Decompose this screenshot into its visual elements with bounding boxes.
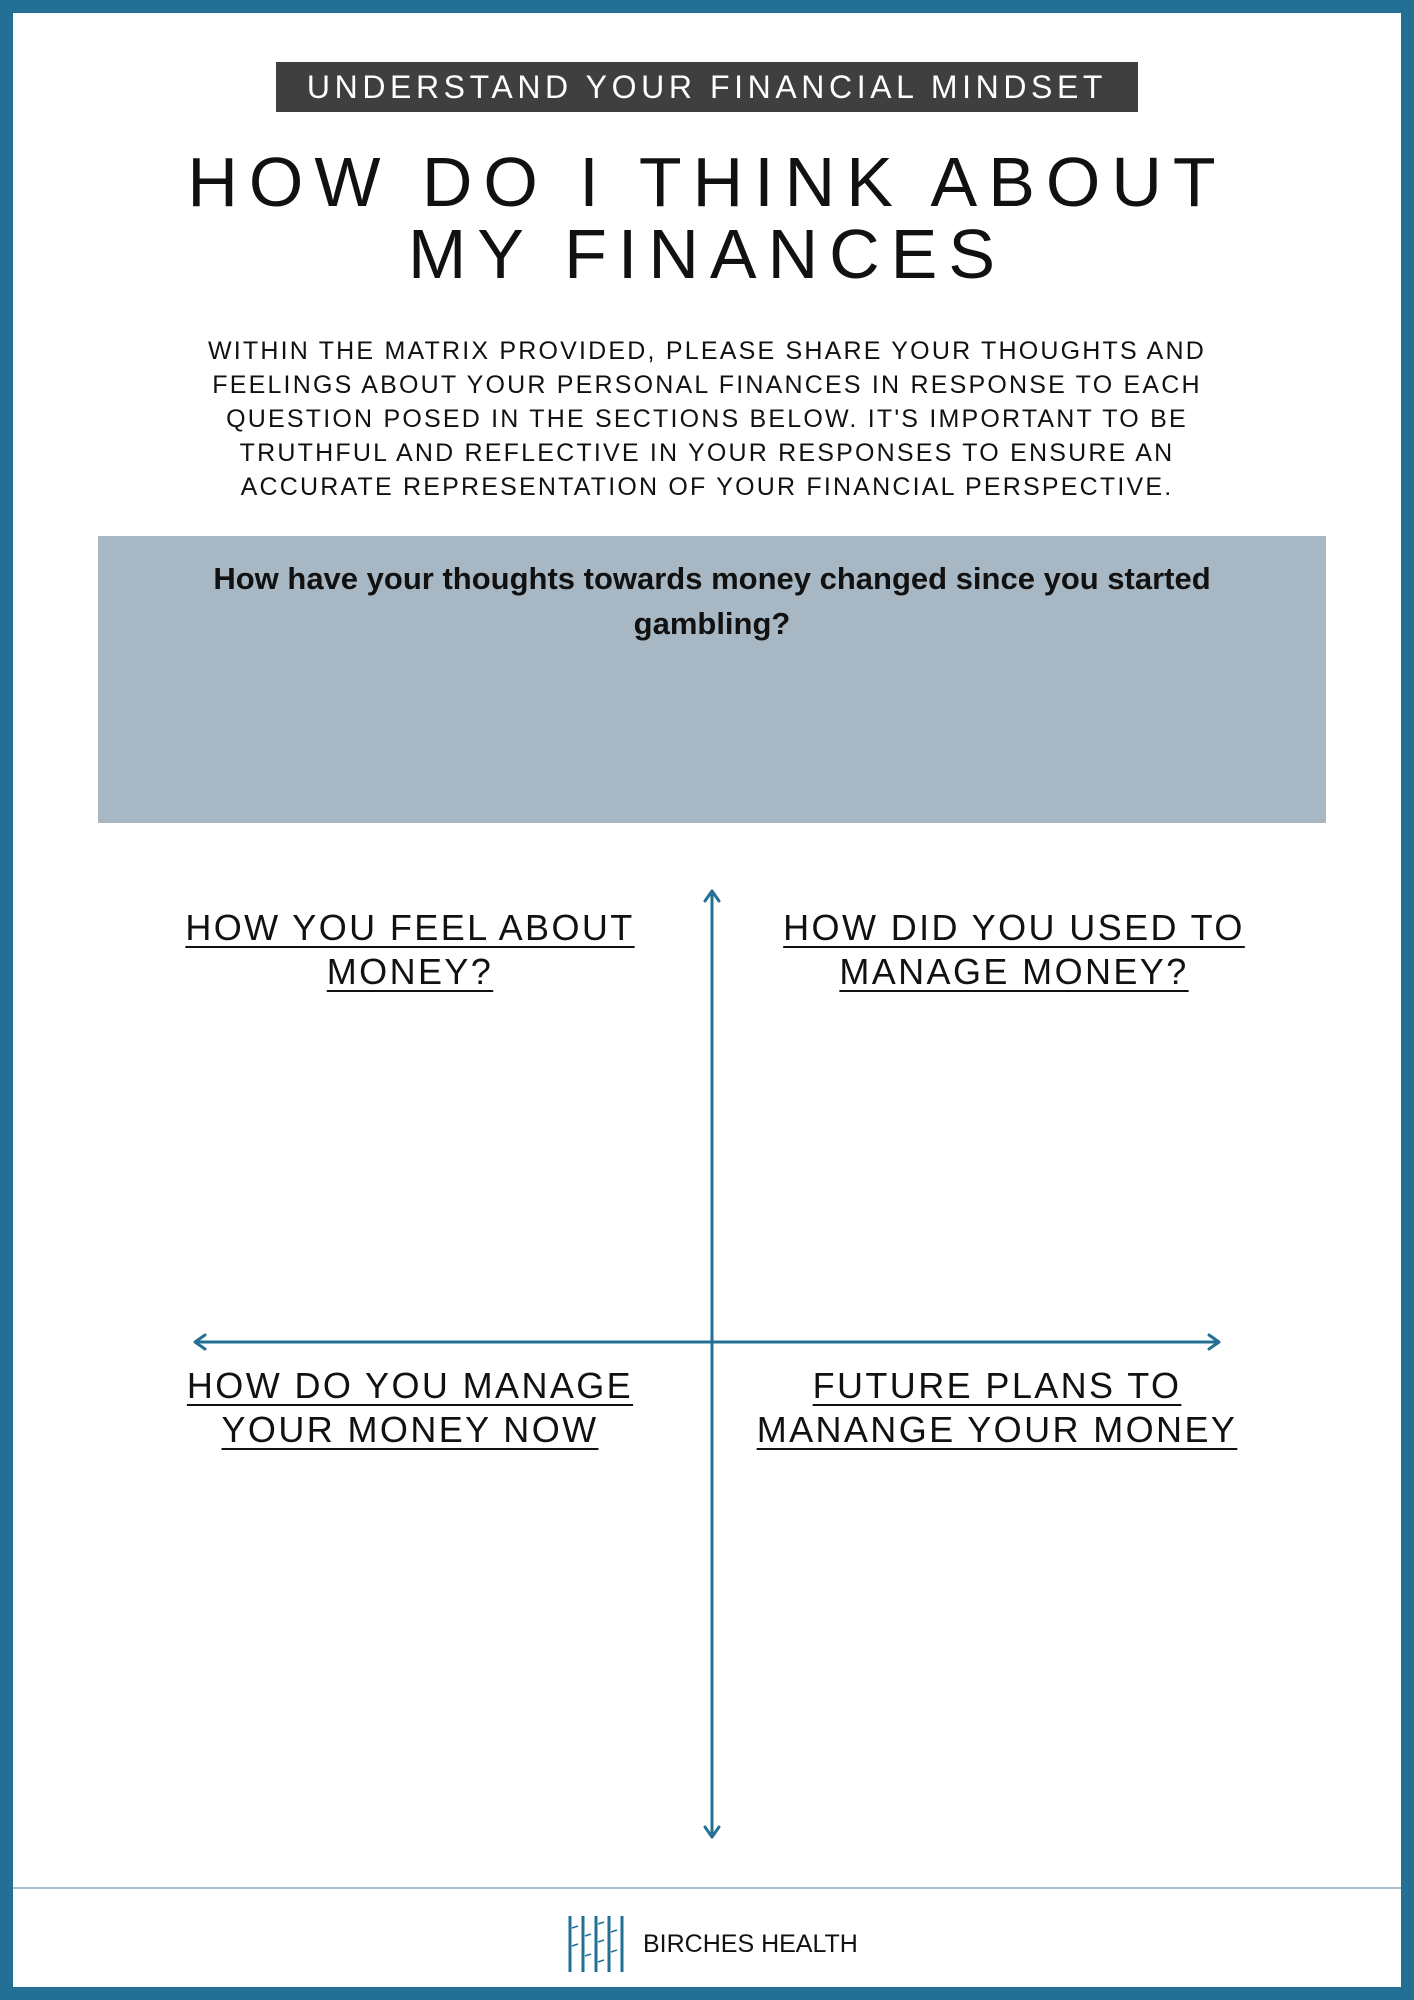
page-title-line-2: MY FINANCES: [407, 215, 1007, 293]
question-answer-box[interactable]: [98, 536, 1326, 823]
footer-brand-name: BIRCHES HEALTH: [643, 1930, 858, 1958]
quadrant-label-line: MONEY?: [326, 951, 494, 992]
quadrant-top-left-label: [110, 906, 710, 994]
quadrant-bottom-left-label: [110, 1364, 710, 1452]
quadrant-label-line: HOW YOU FEEL ABOUT: [185, 907, 635, 948]
intro-line: QUESTION POSED IN THE SECTIONS BELOW. IT'S IMPORTANT TO BE: [226, 405, 1188, 433]
question-prompt: [98, 556, 1326, 646]
quadrant-bottom-right-label: [697, 1364, 1297, 1452]
page-title: [100, 143, 1314, 293]
intro-line: TRUTHFUL AND REFLECTIVE IN YOUR RESPONSES TO ENSURE AN: [239, 439, 1175, 467]
question-line-2: gambling?: [633, 606, 791, 641]
quadrant-label-line: YOUR MONEY NOW: [221, 1409, 599, 1450]
birch-trees-logo-icon: [566, 1914, 630, 1974]
page-title-line-1: HOW DO I THINK ABOUT: [187, 143, 1227, 221]
intro-line: WITHIN THE MATRIX PROVIDED, PLEASE SHARE YOUR THOUGHTS AND: [207, 337, 1207, 365]
quadrant-label-line: FUTURE PLANS TO: [812, 1365, 1182, 1406]
quadrant-top-right-label: [714, 906, 1314, 994]
intro-line: FEELINGS ABOUT YOUR PERSONAL FINANCES IN RESPONSE TO EACH: [212, 371, 1202, 399]
footer-divider: [13, 1887, 1401, 1889]
quadrant-label-line: MANANGE YOUR MONEY: [756, 1409, 1238, 1450]
quadrant-label-line: HOW DO YOU MANAGE: [186, 1365, 634, 1406]
question-line-1: How have your thoughts towards money changed since you started: [213, 561, 1211, 596]
intro-paragraph: [150, 334, 1264, 504]
section-banner: UNDERSTAND YOUR FINANCIAL MINDSET: [276, 62, 1138, 112]
quadrant-label-line: MANAGE MONEY?: [839, 951, 1189, 992]
quadrant-label-line: HOW DID YOU USED TO: [783, 907, 1245, 948]
intro-line: ACCURATE REPRESENTATION OF YOUR FINANCIAL PERSPECTIVE.: [240, 473, 1174, 501]
